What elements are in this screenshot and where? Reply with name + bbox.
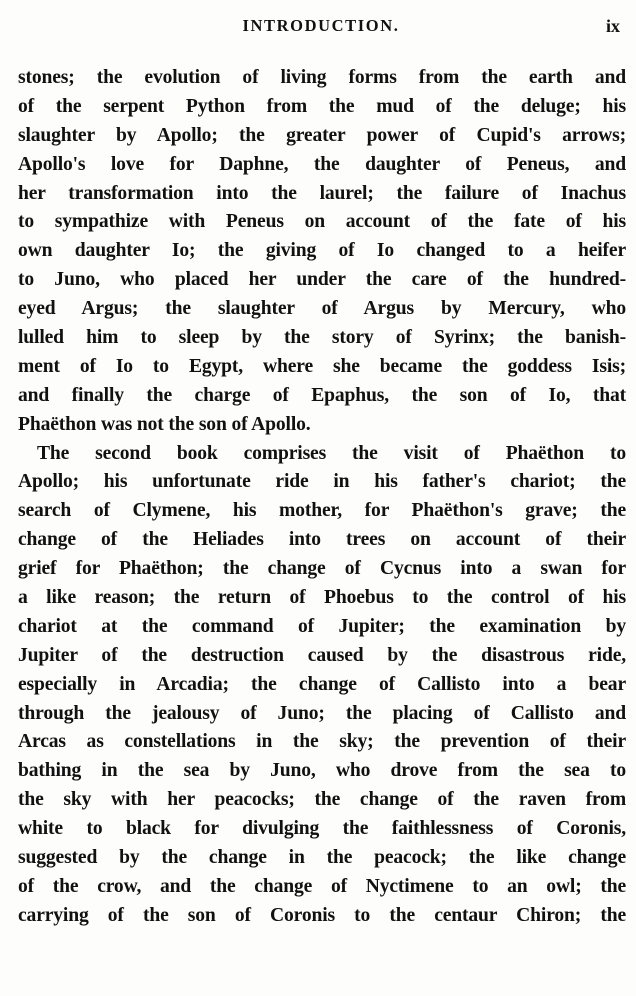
text-line: carrying of the son of Coronis to the centaur Chiron; the [18,904,626,926]
page-number: ix [605,16,620,36]
text-line: the sky with her peacocks; the change of the raven from [18,789,626,811]
text-line: Phaëthon was not the son of Apollo. [18,413,311,435]
text-line: ment of Io to Egypt, where she became the goddess Isis; [18,355,626,377]
text-line: of the serpent Python from the mud of the deluge; his [18,95,626,117]
text-line: search of Clymene, his mother, for Phaëthon's grave; the [18,500,626,522]
running-head [18,16,624,40]
text-line: of the crow, and the change of Nyctimene to an owl; the [18,875,626,897]
body-text [18,64,626,931]
text-line: her transformation into the laurel; the failure of Inachus [18,182,626,204]
text-line: eyed Argus; the slaughter of Argus by Mercury, who [18,298,626,320]
running-head-title: INTRODUCTION. [242,16,400,35]
text-line: Apollo; his unfortunate ride in his father's chariot; the [18,471,626,493]
text-line: chariot at the command of Jupiter; the examination by [18,615,626,637]
text-line: to sympathize with Peneus on account of the fate of his [18,211,626,233]
text-line: lulled him to sleep by the story of Syrinx; the banish- [18,327,626,349]
text-line: Arcas as constellations in the sky; the prevention of their [18,731,626,753]
text-line: a like reason; the return of Phoebus to the control of his [18,587,626,609]
text-line: change of the Heliades into trees on account of their [18,529,626,551]
paragraph-2 [18,440,626,931]
text-line: to Juno, who placed her under the care of the hundred- [18,269,626,291]
text-line: suggested by the change in the peacock; the like change [18,847,626,869]
text-line: Jupiter of the destruction caused by the disastrous ride, [18,644,626,666]
text-line: stones; the evolution of living forms from the earth and [18,67,626,88]
text-line: through the jealousy of Juno; the placing of Callisto and [18,702,626,724]
text-line: slaughter by Apollo; the greater power of Cupid's arrows; [18,124,626,146]
text-line: own daughter Io; the giving of Io changed to a heifer [18,240,626,262]
text-line: grief for Phaëthon; the change of Cycnus into a swan for [18,558,626,580]
text-line: especially in Arcadia; the change of Callisto into a bear [18,673,626,695]
text-line: The second book comprises the visit of Phaëthon to [37,442,626,464]
paragraph-1 [18,64,626,440]
text-line: and finally the charge of Epaphus, the son of Io, that [18,384,626,406]
text-line: white to black for divulging the faithlessness of Coronis, [18,818,626,840]
text-line: Apollo's love for Daphne, the daughter of Peneus, and [18,153,626,175]
text-line: bathing in the sea by Juno, who drove from the sea to [18,760,626,782]
